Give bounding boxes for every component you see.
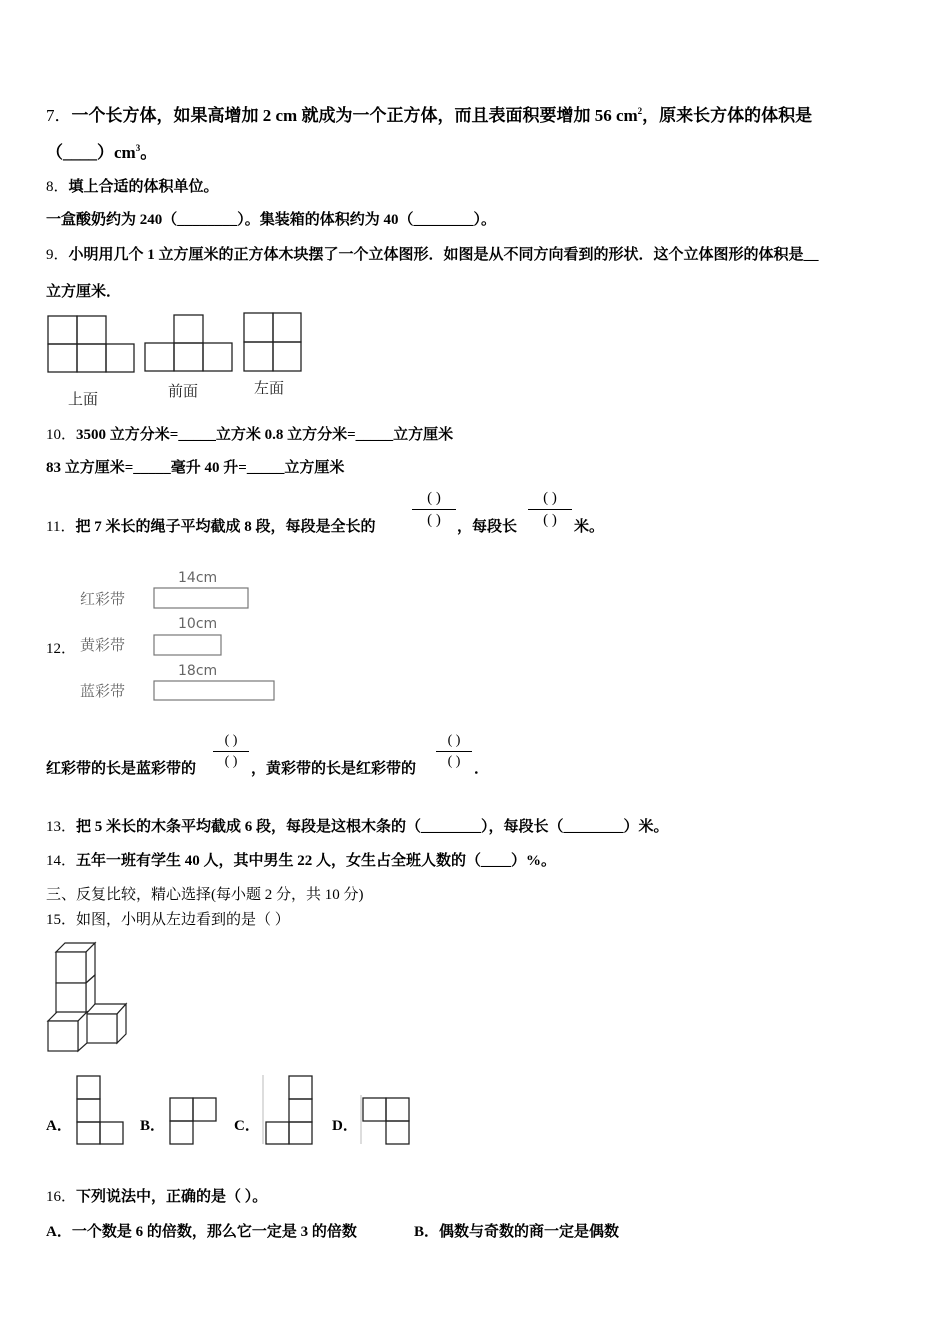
q15-optD-cell (386, 1098, 409, 1121)
q16-option-a[interactable]: A．一个数是 6 的倍数，那么它一定是 3 的倍数 (46, 1224, 357, 1240)
q15-optA-cell (100, 1122, 123, 1144)
q11-text1: 把 7 米长的绳子平均截成 8 段，每段是全长的 (75, 519, 376, 535)
q12-ribbon-label-red: 红彩带 (80, 590, 126, 608)
q9-label-top: 上面 (68, 390, 99, 408)
q12-ribbon-length-red: 14cm (178, 570, 218, 586)
q15-optD-cell (386, 1121, 409, 1144)
q12-text1: 红彩带的长是蓝彩带的 (46, 761, 197, 777)
q7-tail: ，原来长方体的体积是 (642, 106, 813, 125)
q7-sup2: 3 (135, 143, 141, 153)
q15-optC-cell (289, 1099, 312, 1122)
q12-text2: ，黄彩带的长是红彩带的 (251, 761, 417, 777)
q15-optA-cell (77, 1099, 100, 1122)
q15-optC-cell (289, 1076, 312, 1099)
q15-cube-face (48, 1021, 78, 1051)
q9-label-front: 前面 (168, 382, 199, 400)
q15-optA-cell (77, 1076, 100, 1099)
q9-line2: 立方厘米． (46, 284, 122, 300)
q11-number: 11． (46, 519, 76, 535)
q11-fraction-numerator: ( ) (427, 490, 441, 506)
q16-line (46, 1185, 267, 1206)
q16-option-b[interactable]: B．偶数与奇数的商一定是偶数 (414, 1224, 620, 1240)
q12-fraction2-numerator: ( ) (447, 733, 461, 748)
q15-number: 15． (46, 912, 77, 928)
q11-fraction-denominator: ( ) (427, 512, 441, 528)
q7-sup1: 2 (637, 106, 643, 116)
q12-ribbon-length-yellow: 10cm (178, 616, 218, 632)
q7-number: 7． (46, 106, 72, 125)
q11-text2: ，每段长 (457, 519, 518, 535)
q10-number: 10． (46, 427, 77, 443)
q7-text: 一个长方体，如果高增加 2 cm 就成为一个正方体，而且表面积要增加 56 cm (71, 106, 638, 125)
q15-optB-cell (193, 1098, 216, 1121)
q7-blank-text: （____）cm (46, 143, 136, 162)
q12-ribbon-length-blue: 18cm (178, 663, 218, 679)
q15-optD-cell (363, 1098, 386, 1121)
q11-fraction2-denominator: ( ) (543, 512, 557, 528)
q15-option-b[interactable]: B． (140, 1118, 166, 1134)
q15-cube-face (56, 952, 86, 983)
q15-option-c[interactable]: C． (234, 1118, 260, 1134)
q14-number: 14． (46, 853, 77, 869)
q15-optC-cell (289, 1122, 312, 1144)
q10-line2: 83 立方厘米=_____毫升 40 升=_____立方厘米 (46, 460, 345, 476)
q15-optC-cell (266, 1122, 289, 1144)
q12-fraction1-numerator: ( ) (224, 733, 238, 748)
q10-text1: 3500 立方分米=_____立方米 0.8 立方分米=_____立方厘米 (76, 427, 454, 443)
q12-fraction1-denominator: ( ) (224, 754, 238, 769)
q15-optB-cell (170, 1098, 193, 1121)
q7-end: 。 (140, 143, 158, 162)
q15-optA-cell (77, 1122, 100, 1144)
q13-number: 13． (46, 819, 77, 835)
q12-number: 12． (46, 641, 77, 657)
q11-fraction2-numerator: ( ) (543, 490, 557, 506)
q8-text: 填上合适的体积单位。 (68, 179, 219, 195)
q9-number: 9． (46, 247, 69, 263)
q8-line2: 一盒酸奶约为 240（________）。集装箱的体积约为 40（________）。 (46, 212, 497, 228)
q15-optB-cell (170, 1121, 193, 1144)
q9-text: 小明用几个 1 立方厘米的正方体木块摆了一个立体图形．如图是从不同方向看到的形状．这个立体图形的体积是__ (68, 247, 819, 263)
q16-text: 下列说法中，正确的是（ ）。 (76, 1189, 268, 1205)
q9-label-left: 左面 (254, 379, 285, 397)
section3-title: 三、反复比较，精心选择(每小题 2 分，共 10 分) (46, 887, 364, 903)
q15-option-d[interactable]: D． (332, 1118, 358, 1134)
q8-number: 8． (46, 179, 69, 195)
q15-cube-face (56, 983, 86, 1014)
q12-fraction2-denominator: ( ) (447, 754, 461, 769)
q14-text: 五年一班有学生 40 人，其中男生 22 人，女生占全班人数的（____）%。 (76, 853, 557, 869)
q12-ribbon-label-blue: 蓝彩带 (80, 682, 126, 700)
q16-number: 16． (46, 1189, 77, 1205)
q13-text: 把 5 米长的木条平均截成 6 段，每段是这根木条的（________），每段长（________）米。 (76, 819, 669, 835)
q12-text3: ． (474, 761, 490, 777)
q15-cube-face (86, 1014, 117, 1043)
q15-text: 如图，小明从左边看到的是（ ） (76, 912, 290, 928)
q11-text3: 米。 (574, 519, 605, 535)
q12-ribbon-label-yellow: 黄彩带 (80, 636, 126, 654)
q15-option-a[interactable]: A． (46, 1118, 72, 1134)
